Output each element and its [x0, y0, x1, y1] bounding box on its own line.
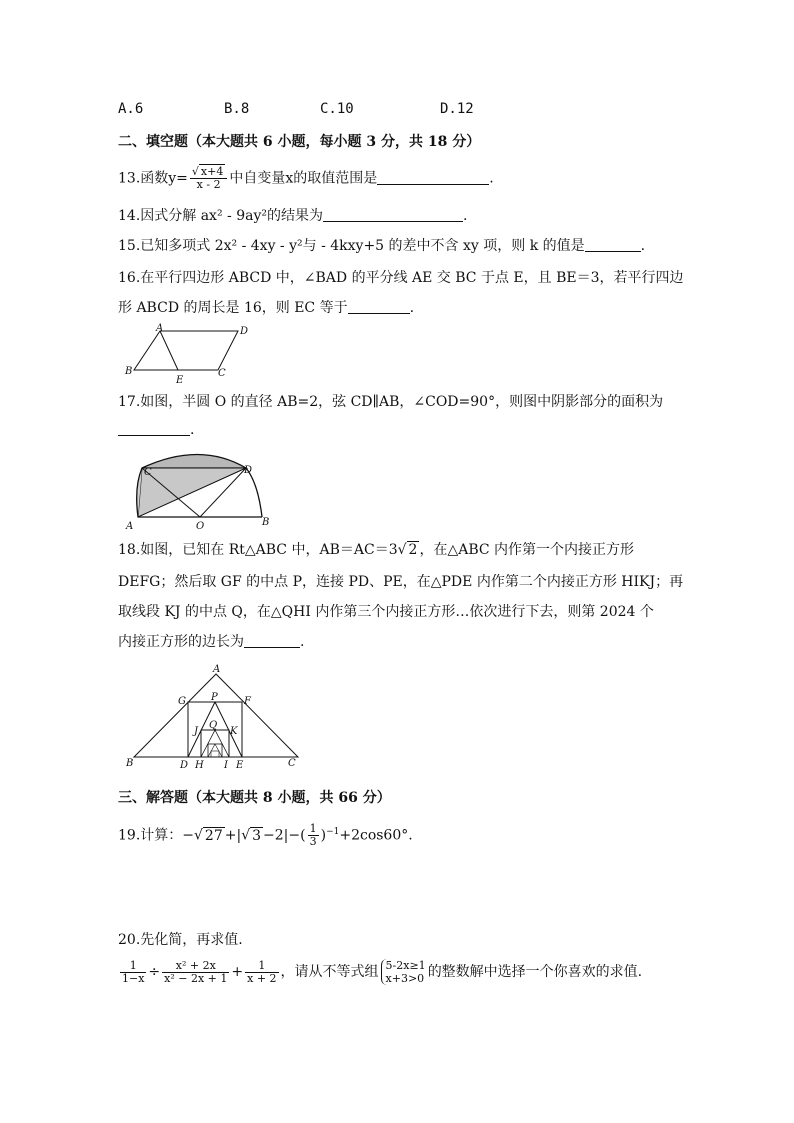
q15-answer-blank[interactable]: [585, 237, 641, 252]
q13-text: 13.函数y=: [118, 170, 188, 187]
q17-answer-blank[interactable]: [118, 421, 190, 436]
fig18-label-g: G: [178, 696, 186, 707]
q20-fraction-1: [120, 960, 146, 985]
question-18-line-2: DEFG；然后取 GF 的中点 P，连接 PD、PE，在△PDE 内作第二个内接正方形 HIKJ；再: [118, 574, 684, 590]
q19-part-3: −2|−(: [263, 827, 306, 844]
q15-text: 15.已知多项式 2x² - 4xy - y²与 - 4kxy+5 的差中不含 xy 项，则 k 的值是: [118, 238, 585, 254]
q20-fraction-3: [245, 960, 278, 985]
q13-numerator: x+4: [200, 165, 224, 178]
fig18-label-j: J: [194, 726, 199, 737]
fig17-label-a: A: [126, 521, 134, 531]
q19-part-5: +2cos60°.: [339, 827, 413, 844]
q13-text-2: 中自变量x的取值范围是: [229, 170, 378, 187]
question-18-line-4: 内接正方形的边长为 .: [118, 634, 305, 650]
fig16-label-a: A: [156, 323, 164, 334]
q19-fraction: [308, 823, 319, 848]
fig18-label-k: K: [230, 726, 238, 737]
fig17-label-b: B: [262, 517, 270, 528]
fig16-label-c: C: [218, 368, 226, 379]
figure-16-parallelogram: [120, 322, 260, 388]
fig18-label-e: E: [236, 760, 244, 771]
q20-f1-num: 1: [120, 960, 146, 973]
q20-plus: +: [231, 964, 244, 980]
fig18-label-b: B: [126, 758, 134, 769]
q20-text-post: 的整数解中选择一个你喜欢的求值.: [427, 964, 643, 980]
q19-part-4: ): [320, 827, 327, 844]
option-c: C.10: [320, 101, 354, 117]
fig16-label-b: B: [125, 366, 133, 377]
q18-text-1: 18.如图，已知在 Rt△ABC 中，AB＝AC＝3: [118, 542, 398, 558]
question-18-line-1: 18.如图，已知在 Rt△ABC 中，AB＝AC＝3√ 2 ，在△ABC 内作第一个内接正方形: [118, 542, 635, 558]
question-20-expression: [118, 957, 642, 987]
fig16-label-d: D: [240, 326, 249, 337]
q16-text-2: 形 ABCD 的周长是 16，则 EC 等于: [118, 300, 348, 316]
q18-radicand: 2: [408, 542, 418, 558]
option-a: A.6: [118, 101, 144, 117]
q19-radicand-1: 27: [204, 827, 223, 844]
q13-denominator: x - 2: [196, 178, 221, 191]
question-19: 19.计算：−√ 27 +|√ 3 −2|−( $\frac{1}{3}$ )$^{-1}$+2cos60°.: [118, 822, 413, 849]
q19-frac-den: 3: [309, 835, 317, 849]
q19-minus: −: [182, 827, 194, 844]
q18-text-1b: ，在△ABC 内作第一个内接正方形: [419, 542, 635, 558]
fig17-label-c: C: [144, 467, 152, 478]
question-17-line-1: 17.如图，半圆 O 的直径 AB=2，弦 CD∥AB，∠COD=90°，则图中阴影部分的面积为: [118, 394, 664, 410]
q20-divide: ÷: [148, 964, 161, 980]
figure-17-semicircle: [120, 447, 280, 531]
q13-fraction: $\frac{√ x+4}{x - 2}$: [190, 166, 227, 191]
q20-f1-den: 1−x: [122, 971, 145, 985]
fig18-label-p: P: [211, 692, 218, 703]
q14-text: 14.因式分解 ax² - 9ay²的结果为: [118, 208, 323, 224]
q18-answer-blank[interactable]: [244, 633, 300, 648]
q20-inequality-1: 5-2x≥1: [385, 959, 426, 972]
section-3-title: 三、解答题（本大题共 8 小题，共 66 分）: [118, 790, 391, 806]
question-14: 14.因式分解 ax² - 9ay²的结果为 .: [118, 208, 468, 224]
fig18-label-h: H: [195, 760, 204, 771]
question-16-line-2: 形 ABCD 的周长是 16，则 EC 等于 .: [118, 300, 415, 316]
question-18-line-3: 取线段 KJ 的中点 Q，在△QHI 内作第三个内接正方形…依次进行下去，则第 2024 个: [118, 604, 654, 620]
option-b: B.8: [224, 101, 250, 117]
q18-text-4: 内接正方形的边长为: [118, 634, 244, 650]
question-17-line-2: .: [118, 420, 194, 440]
fig18-label-i: I: [224, 760, 228, 771]
fig17-label-o: O: [196, 521, 205, 531]
q14-answer-blank[interactable]: [323, 207, 463, 222]
q20-f2-den: x² − 2x + 1: [164, 971, 228, 985]
q20-f2-num: x² + 2x: [162, 960, 229, 973]
q19-exponent: −1: [326, 827, 340, 837]
q20-inequality-system: [381, 959, 426, 985]
fig18-label-c: C: [288, 758, 296, 769]
q20-text-mid: ，请从不等式组: [280, 964, 379, 980]
q20-f3-den: x + 2: [247, 971, 277, 985]
fig18-label-a: A: [213, 664, 221, 675]
option-d: D.12: [440, 101, 474, 117]
section-2-title: 二、填空题（本大题共 6 小题，每小题 3 分，共 18 分）: [118, 134, 481, 150]
figure-18-inscribed-squares: [120, 662, 310, 774]
question-13: 13.函数y= $\frac{√ x+4}{x - 2}$ 中自变量x的取值范围是 .: [118, 165, 494, 191]
q19-frac-num: 1: [309, 822, 317, 836]
fig18-label-d: D: [180, 760, 189, 771]
q20-fraction-2: [162, 960, 229, 985]
fig16-label-e: E: [176, 375, 184, 386]
fig18-label-f: F: [244, 696, 251, 707]
q20-f3-num: 1: [245, 960, 278, 973]
fig18-label-q: Q: [209, 720, 218, 731]
q19-part-2: +|: [224, 827, 242, 844]
q13-answer-blank[interactable]: [377, 170, 489, 185]
question-16-line-1: 16.在平行四边形 ABCD 中，∠BAD 的平分线 AE 交 BC 于点 E，且 BE＝3，若平行四边: [118, 270, 684, 286]
q19-radicand-2: 3: [252, 827, 262, 844]
q19-text: 19.计算：: [118, 827, 183, 844]
fig17-label-d: D: [244, 465, 253, 476]
q16-answer-blank[interactable]: [348, 299, 410, 314]
q20-inequality-2: x+3>0: [385, 972, 425, 985]
question-20-title: 20.先化简，再求值.: [118, 932, 243, 948]
question-15: 15.已知多项式 2x² - 4xy - y²与 - 4kxy+5 的差中不含 xy 项，则 k 的值是 .: [118, 238, 646, 254]
